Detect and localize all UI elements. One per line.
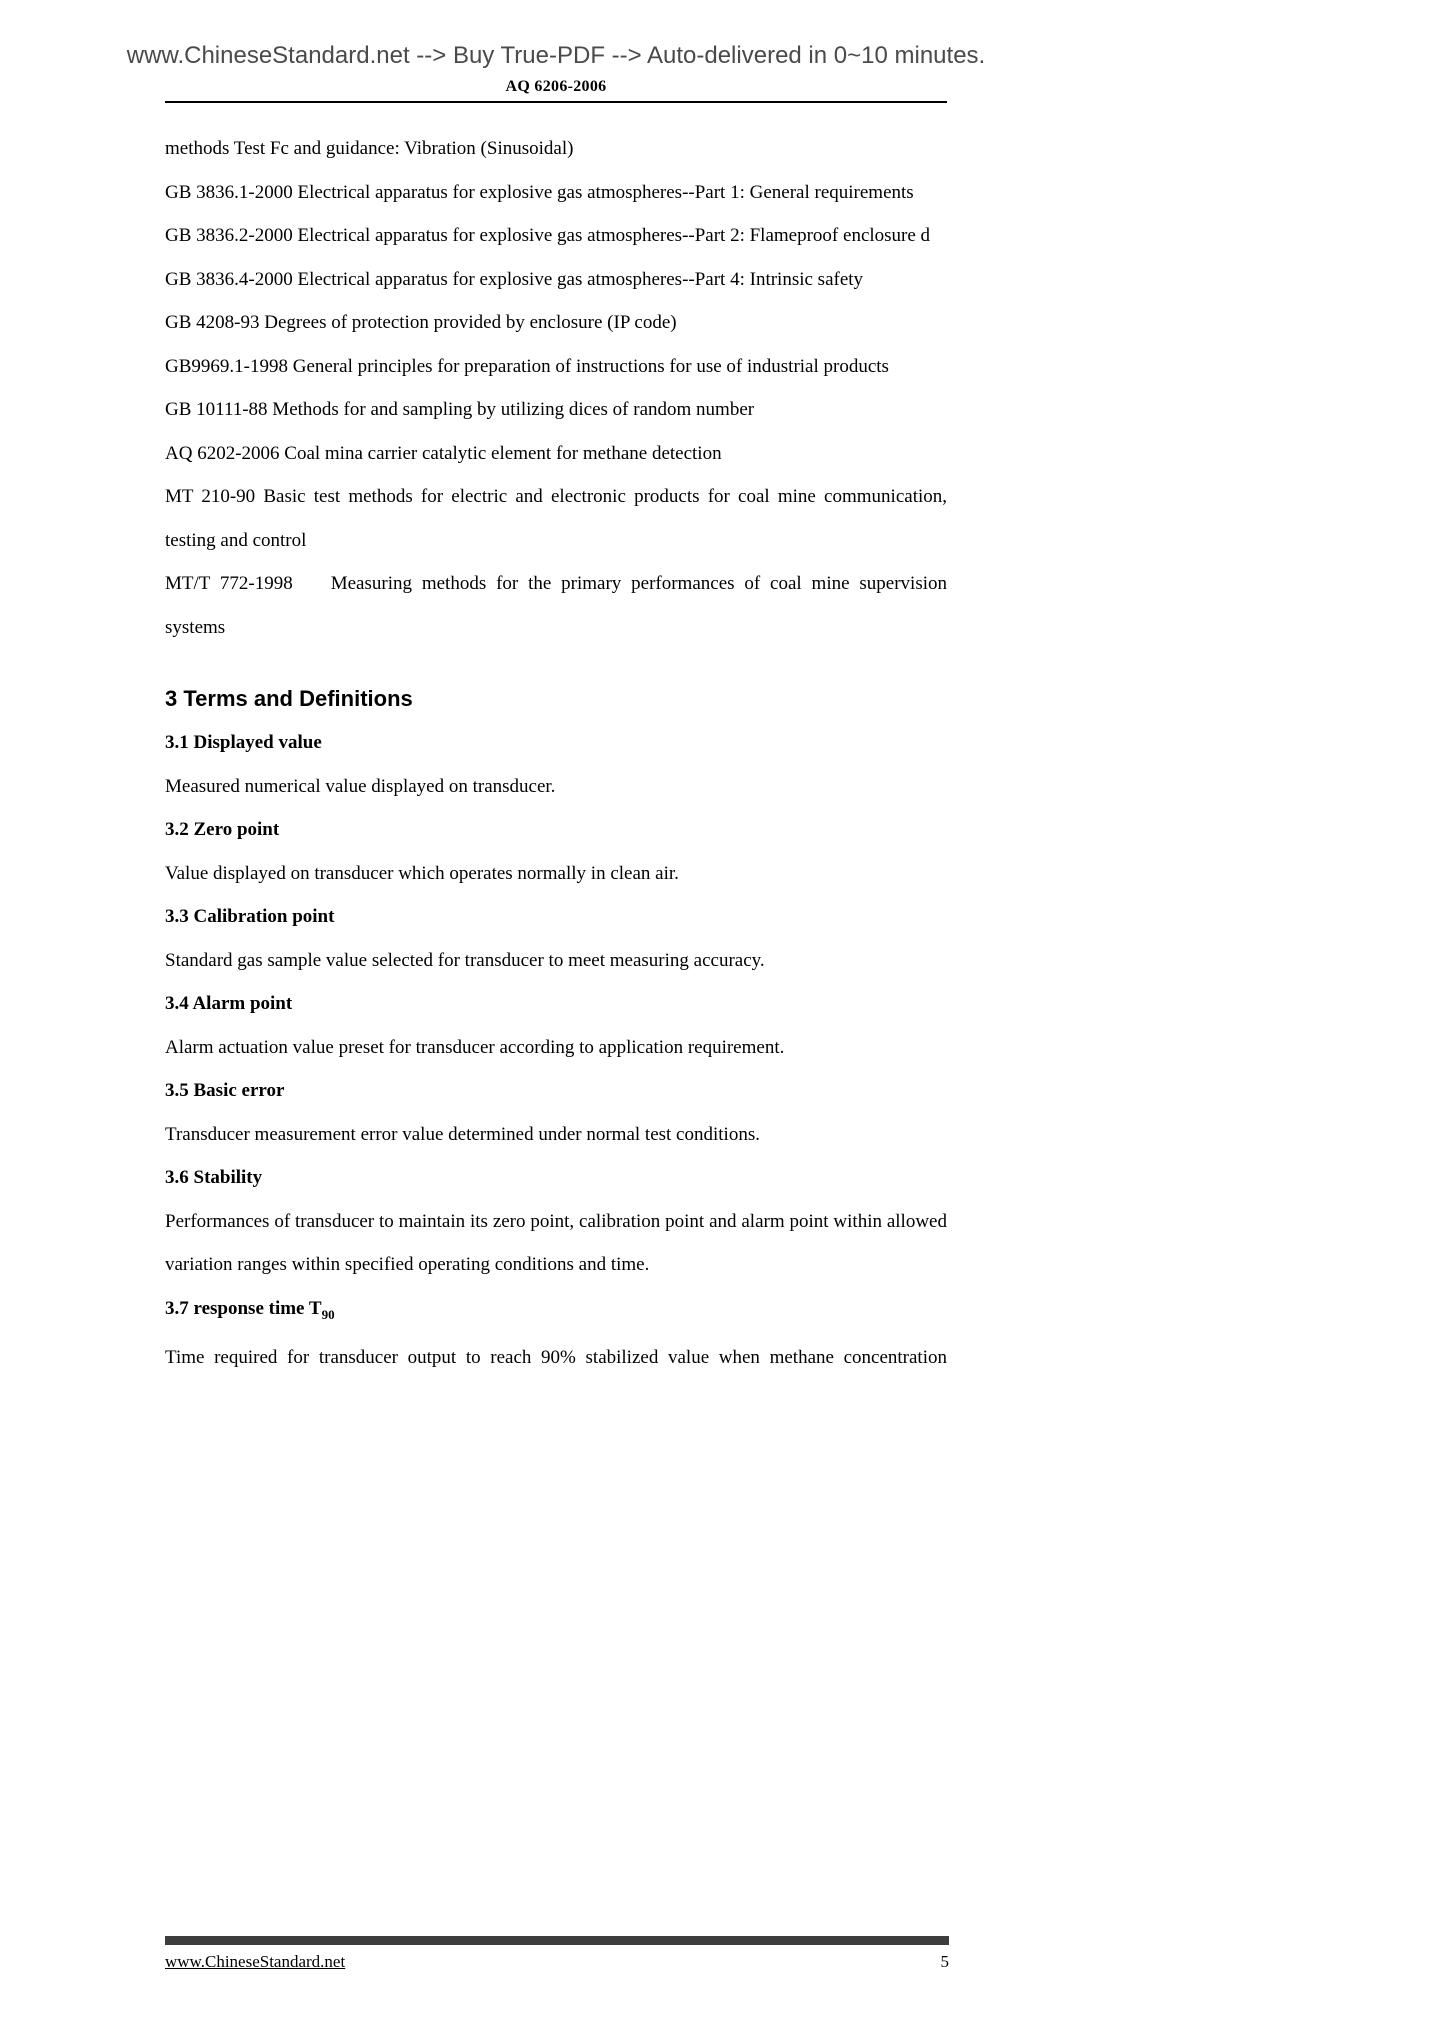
- term-heading-text: 3.6 Stability: [165, 1167, 263, 1188]
- references-list: [165, 127, 947, 649]
- reference-paragraph: GB 3836.4-2000 Electrical apparatus for explosive gas atmospheres--Part 4: Intrinsic safety: [165, 268, 864, 290]
- term-heading-text: 3.1 Displayed value: [165, 732, 322, 753]
- doc-code: AQ 6206-2006: [505, 78, 607, 95]
- footer-bar: [165, 1936, 949, 1945]
- term-definition: Measured numerical value displayed on transducer.: [165, 775, 556, 797]
- term-definition: Value displayed on transducer which operates normally in clean air.: [165, 862, 679, 884]
- term-heading: [165, 808, 947, 852]
- reference-paragraph: MT/T 772-1998 Measuring methods for the primary performances of coal mine supervision systems: [165, 573, 947, 638]
- term-heading: [165, 1287, 947, 1336]
- header-promo: www.ChineseStandard.net --> Buy True-PDF --> Auto-delivered in 0~10 minutes.: [126, 42, 986, 69]
- footer-link[interactable]: www.ChineseStandard.net: [165, 1952, 346, 1971]
- term-item: [165, 1069, 947, 1156]
- term-heading-text: 3.3 Calibration point: [165, 906, 335, 927]
- reference-paragraph: AQ 6202-2006 Coal mina carrier catalytic element for methane detection: [165, 442, 722, 464]
- term-heading: [165, 895, 947, 939]
- section-heading: 3 Terms and Definitions: [165, 686, 413, 711]
- reference-paragraph: methods Test Fc and guidance: Vibration (Sinusoidal): [165, 138, 574, 159]
- term-item: [165, 721, 947, 808]
- term-item: [165, 1156, 947, 1287]
- term-heading: [165, 982, 947, 1026]
- term-heading-subscript: 90: [321, 1306, 335, 1322]
- term-definition: Time required for transducer output to reach 90% stabilized value when methane concentration: [165, 1346, 947, 1368]
- term-item: [165, 982, 947, 1069]
- term-item: [165, 895, 947, 982]
- reference-paragraph: GB 3836.1-2000 Electrical apparatus for explosive gas atmospheres--Part 1: General requirements: [165, 181, 914, 203]
- reference-paragraph: MT 210-90 Basic test methods for electric and electronic products for coal mine communication, testing and control: [165, 486, 947, 551]
- term-definition: Performances of transducer to maintain its zero point, calibration point and alarm point within allowed variation ranges within specified operating conditions and time.: [165, 1210, 947, 1275]
- term-heading-text: 3.5 Basic error: [165, 1080, 285, 1101]
- reference-paragraph: GB 10111-88 Methods for and sampling by utilizing dices of random number: [165, 399, 755, 420]
- terms-list: [165, 721, 947, 1379]
- term-heading-text: 3.2 Zero point: [165, 819, 280, 840]
- term-heading: [165, 1156, 947, 1200]
- page-footer: [165, 1952, 949, 1972]
- term-definition: Alarm actuation value preset for transducer according to application requirement.: [165, 1036, 785, 1058]
- term-heading-text: 3.7 response time T: [165, 1297, 322, 1319]
- term-definition: Standard gas sample value selected for transducer to meet measuring accuracy.: [165, 949, 765, 971]
- page-content: [165, 78, 947, 1379]
- term-heading-text: 3.4 Alarm point: [165, 993, 293, 1014]
- term-item: [165, 1287, 947, 1380]
- term-heading: [165, 721, 947, 765]
- header-rule: [165, 101, 947, 103]
- reference-paragraph: GB 3836.2-2000 Electrical apparatus for explosive gas atmospheres--Part 2: Flameproof enclosure d: [165, 225, 931, 246]
- term-heading: [165, 1069, 947, 1113]
- reference-paragraph: GB 4208-93 Degrees of protection provided by enclosure (IP code): [165, 312, 677, 333]
- term-item: [165, 808, 947, 895]
- reference-paragraph: GB9969.1-1998 General principles for preparation of instructions for use of industrial products: [165, 355, 889, 377]
- page-number: 5: [940, 1952, 949, 1971]
- term-definition: Transducer measurement error value determined under normal test conditions.: [165, 1123, 760, 1145]
